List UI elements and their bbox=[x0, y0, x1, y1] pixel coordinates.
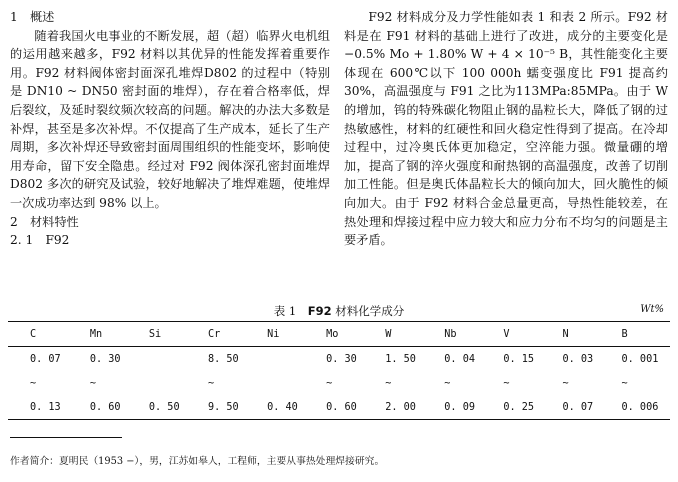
table-cell: 0. 50 bbox=[148, 401, 180, 413]
table-cell: ~ bbox=[326, 377, 333, 389]
composition-table-block bbox=[8, 303, 670, 420]
table-title-bold: F92 bbox=[307, 304, 332, 318]
header-cell: Mo bbox=[326, 328, 339, 340]
table-cell: ~ bbox=[562, 377, 569, 389]
section-1-heading: 1 概述 bbox=[10, 10, 55, 24]
table-cell: 2. 00 bbox=[385, 401, 416, 413]
table-cell: 0. 60 bbox=[89, 401, 121, 413]
table-cell: 0. 07 bbox=[562, 401, 594, 413]
table-row bbox=[8, 347, 670, 372]
section-2-heading: 2 材料特性 bbox=[10, 214, 79, 229]
header-cell: B bbox=[621, 328, 628, 340]
header-cell: W bbox=[385, 328, 392, 340]
author-footnote: 作者简介：夏明民（1953 −），男，江苏如皋人，工程师，主要从事热处理焊接研究。 bbox=[10, 456, 385, 467]
table-row bbox=[8, 371, 670, 395]
header-cell: C bbox=[30, 328, 37, 340]
table-cell: 0. 15 bbox=[503, 353, 535, 365]
left-column bbox=[10, 8, 330, 250]
table-cell: 0. 07 bbox=[30, 353, 61, 365]
table-cell bbox=[249, 347, 308, 372]
table-cell: 1. 50 bbox=[385, 353, 416, 365]
material-paragraph: F92 材料成分及力学性能如表 1 和表 2 所示。F92 材料是在 F91 材料的基础上进行了改进，成分的主要变化是 −0.5% Mo + 1.80% W + 4 × 10⁻⁵ B，其性能变化主要体现在 600℃以下 100 000h 蠕变强度比 F91 提高约 30%，高温强度与 F91 之比为113MPa:85MPa。由于 W 的增加，钨的特殊碳化物阻止钢的晶粒长大，降低了钢的过热敏感性，材料的红硬性和回火稳定性得到了提高。在冷却过程中，过冷奥氏体更加稳定，空淬能力强。微量硼的增加，提高了钢的淬火强度和耐热钢的高温强度，改善了切削加工性能。但是奥氏体晶粒长大的倾向加大，回火脆性的倾向加大。由于 F92 材料合金总量更高，导热性能较差，在热处理和焊接过程中应力较大和应力分布不均匀的问题是主要矛盾。 bbox=[344, 10, 668, 248]
table-cell: ~ bbox=[444, 377, 451, 389]
table-caption-row bbox=[8, 303, 670, 321]
footnote-divider bbox=[10, 437, 122, 438]
table-cell: 0. 03 bbox=[562, 353, 594, 365]
table-cell: 8. 50 bbox=[207, 353, 239, 365]
table-row bbox=[8, 395, 670, 420]
section-1-paragraph: 随着我国火电事业的不断发展，超（超）临界火电机组的运用越来越多，F92 材料以其优异的性能发挥着重要作用。F92 材料阀体密封面深孔堆焊D802 的过程中（特别是 DN10 ~ DN50 密封面的堆焊），存在着合格率低，焊后裂纹，及延时裂纹频次较高的问题。解决的办法大多数是补焊，甚至是多次补焊。不仅提高了生产成本，延长了生产周期，多次补焊还导致密封面周围组织的性能变坏，影响使用寿命，留下安全隐患。经过对 F92 阀体深孔密封面堆焊 D802 多次的研究及试验，较好地解决了堆焊难题，使堆焊一次成功率达到 98% 以上。 bbox=[10, 28, 330, 210]
table-header-row bbox=[8, 322, 670, 347]
table-cell: ~ bbox=[621, 377, 628, 389]
table-cell: 0. 30 bbox=[326, 353, 357, 365]
table-cell: ~ bbox=[30, 377, 37, 389]
right-column bbox=[344, 8, 668, 250]
header-cell: Mn bbox=[89, 328, 103, 340]
table-cell: 0. 25 bbox=[503, 401, 535, 413]
header-cell: Nb bbox=[444, 328, 457, 340]
header-cell: Cr bbox=[207, 328, 221, 340]
table-cell: 0. 13 bbox=[30, 401, 61, 413]
table-unit: Wt% bbox=[640, 304, 664, 315]
table-title bbox=[8, 303, 670, 319]
table-cell: 0. 60 bbox=[326, 401, 357, 413]
table-title-rest: 材料化学成分 bbox=[331, 304, 405, 318]
table-cell: 0. 40 bbox=[267, 401, 298, 413]
table-cell: 0. 09 bbox=[444, 401, 475, 413]
table-cell: 0. 04 bbox=[444, 353, 475, 365]
section-2-1-heading: 2. 1 F92 bbox=[10, 233, 70, 248]
table-cell: ~ bbox=[89, 377, 96, 389]
header-cell: Si bbox=[148, 328, 162, 340]
composition-table bbox=[8, 321, 670, 420]
table-cell: ~ bbox=[207, 377, 215, 389]
table-cell: ~ bbox=[385, 377, 392, 389]
table-cell: 0. 30 bbox=[89, 353, 121, 365]
table-cell: 0. 001 bbox=[621, 353, 659, 365]
table-cell bbox=[131, 371, 190, 395]
header-cell: V bbox=[503, 328, 510, 340]
table-cell: ~ bbox=[503, 377, 510, 389]
header-cell: Ni bbox=[267, 328, 280, 340]
table-cell: 9. 50 bbox=[207, 401, 239, 413]
header-cell: N bbox=[562, 328, 569, 340]
table-title-prefix: 表 1 bbox=[273, 304, 308, 318]
table-cell bbox=[131, 347, 190, 372]
table-cell bbox=[249, 371, 308, 395]
table-cell: 0. 006 bbox=[621, 401, 659, 413]
